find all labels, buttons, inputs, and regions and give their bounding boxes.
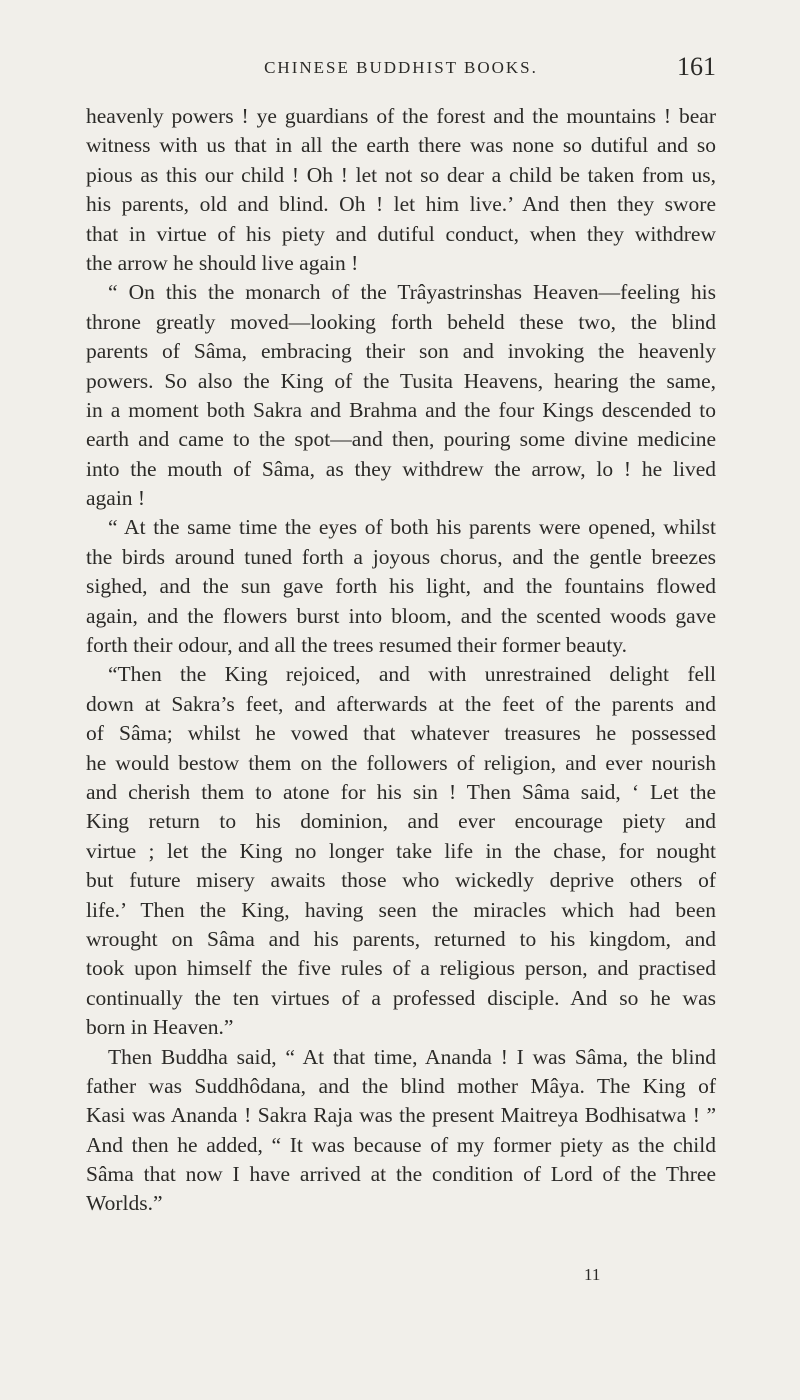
text-line: powers. So also the King of the Tusita Heavens, hearing the same, bbox=[86, 368, 716, 393]
text-line: down at Sakra’s feet, and afterwards at the feet of the parents and bbox=[86, 691, 716, 716]
signature-mark: 11 bbox=[584, 1265, 601, 1284]
text-line: the arrow he should live again ! bbox=[86, 250, 359, 275]
text-line: virtue ; let the King no longer take life in the chase, for nought bbox=[86, 838, 716, 863]
text-line: Kasi was Ananda ! Sakra Raja was the present Maitreya Bodhisatwa ! ” bbox=[86, 1103, 716, 1128]
text-line: parents of Sâma, embracing their son and invoking the heavenly bbox=[86, 339, 716, 364]
body-text bbox=[86, 102, 716, 1219]
text-line: pious as this our child ! Oh ! let not so dear a child be taken from us, bbox=[86, 162, 716, 187]
text-line: but future misery awaits those who wickedly deprive others of bbox=[86, 868, 716, 893]
text-line: and cherish them to atone for his sin ! Then Sâma said, ‘ Let the bbox=[86, 779, 716, 804]
text-line: And then he added, “ It was because of my former piety as the child bbox=[86, 1132, 716, 1157]
text-line: continually the ten virtues of a professed disciple. And so he was bbox=[86, 985, 716, 1010]
text-line: he would bestow them on the followers of religion, and ever nourish bbox=[86, 750, 716, 775]
text-line: into the mouth of Sâma, as they withdrew the arrow, lo ! he lived bbox=[86, 456, 716, 481]
text-line: earth and came to the spot—and then, pouring some divine medicine bbox=[86, 427, 716, 452]
text-line: his parents, old and blind. Oh ! let him live.’ And then they swore bbox=[86, 192, 716, 217]
text-line: of Sâma; whilst he vowed that whatever treasures he possessed bbox=[86, 721, 716, 746]
page-number: 161 bbox=[677, 52, 716, 81]
text-line: again, and the flowers burst into bloom, and the scented woods gave bbox=[86, 603, 716, 628]
text-line: Sâma that now I have arrived at the condition of Lord of the Three bbox=[86, 1162, 716, 1187]
text-line: witness with us that in all the earth there was none so dutiful and so bbox=[86, 133, 716, 158]
text-line: life.’ Then the King, having seen the miracles which had been bbox=[86, 897, 716, 922]
text-line: throne greatly moved—looking forth beheld these two, the blind bbox=[86, 309, 716, 334]
text-line: sighed, and the sun gave forth his light, and the fountains flowed bbox=[86, 574, 716, 599]
running-title: CHINESE BUDDHIST BOOKS. bbox=[264, 58, 538, 77]
text-line: wrought on Sâma and his parents, returned to his kingdom, and bbox=[86, 926, 716, 951]
text-line: the birds around tuned forth a joyous chorus, and the gentle breezes bbox=[86, 544, 716, 569]
text-line: took upon himself the five rules of a religious person, and practised bbox=[86, 956, 716, 981]
text-line: “ On this the monarch of the Trâyastrinshas Heaven—feeling his bbox=[108, 280, 716, 305]
text-line: forth their odour, and all the trees resumed their former beauty. bbox=[86, 633, 628, 658]
text-line: born in Heaven.” bbox=[86, 1015, 234, 1040]
running-head bbox=[86, 52, 716, 86]
text-line: in a moment both Sakra and Brahma and the four Kings descended to bbox=[86, 397, 716, 422]
text-line: “ At the same time the eyes of both his parents were opened, whilst bbox=[108, 515, 716, 540]
text-line: “Then the King rejoiced, and with unrestrained delight fell bbox=[108, 662, 716, 687]
text-line: again ! bbox=[86, 486, 146, 511]
text-line: father was Suddhôdana, and the blind mother Mâya. The King of bbox=[86, 1073, 716, 1098]
text-line: King return to his dominion, and ever encourage piety and bbox=[86, 809, 716, 834]
text-line: heavenly powers ! ye guardians of the forest and the mountains ! bear bbox=[86, 104, 716, 128]
text-line: Worlds.” bbox=[86, 1191, 163, 1216]
text-line: Then Buddha said, “ At that time, Ananda ! I was Sâma, the blind bbox=[108, 1044, 716, 1069]
text-line: that in virtue of his piety and dutiful conduct, when they withdrew bbox=[86, 221, 716, 246]
